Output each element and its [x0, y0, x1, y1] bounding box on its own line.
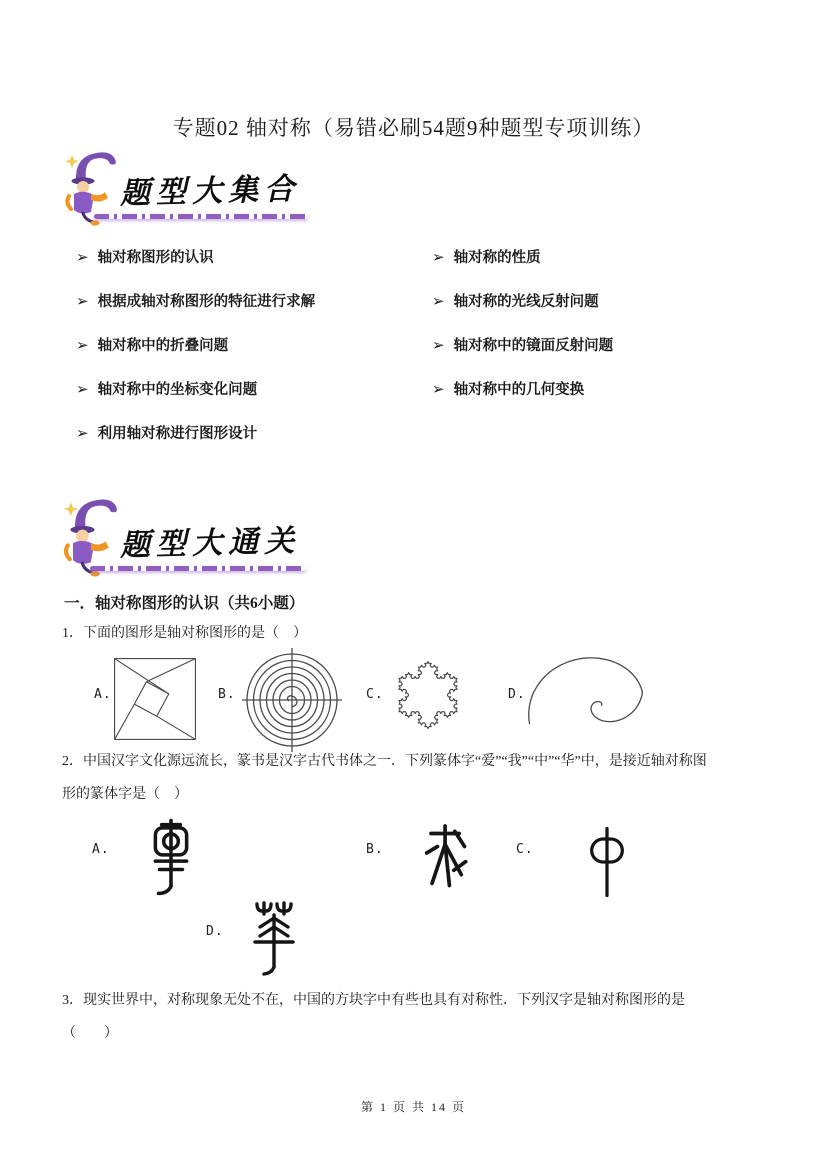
topic-item — [76, 246, 214, 267]
arrow-bullet-icon: ➢ — [76, 338, 89, 354]
banner-underline — [94, 214, 308, 219]
arrow-bullet-icon: ➢ — [432, 382, 445, 398]
q2-option-d-label: D. — [206, 924, 224, 939]
topic-item — [76, 334, 228, 355]
topic-label: 利用轴对称进行图形设计 — [97, 426, 258, 442]
topic-label: 轴对称图形的认识 — [97, 250, 214, 266]
page-title: 专题02 轴对称（易错必刷54题9种题型专项训练） — [172, 116, 655, 140]
topic-item — [432, 290, 599, 311]
banner-pass-title: 题型大通关 — [119, 524, 301, 563]
seal-script-zhong-glyph — [584, 814, 630, 915]
q2-option-a-label: A. — [92, 842, 110, 857]
banner-collection-title: 题型大集合 — [119, 172, 301, 211]
seal-script-hua-glyph — [250, 896, 298, 983]
banner-collection — [64, 148, 324, 228]
spiral-curve-figure — [526, 656, 646, 734]
question-2-text-line1: 2．中国汉字文化源远流长，篆书是汉字古代书体之一．下列篆体字“爱”“我”“中”“华”中，是接近轴对称图 — [62, 754, 707, 769]
q1-option-a-label: A. — [94, 687, 112, 702]
page-number: 第 1 页 共 14 页 — [360, 1100, 466, 1114]
seal-script-wo-glyph — [418, 812, 470, 912]
banner-pass — [62, 496, 322, 576]
koch-snowflake-figure — [384, 650, 472, 740]
topic-label: 轴对称的光线反射问题 — [453, 294, 599, 310]
tangram-square-figure — [112, 654, 198, 744]
topic-item — [432, 378, 584, 399]
arrow-bullet-icon: ➢ — [432, 294, 445, 310]
topic-item — [76, 422, 257, 443]
section-heading: 一．轴对称图形的认识（共6小题） — [64, 595, 305, 612]
arrow-bullet-icon: ➢ — [432, 250, 445, 266]
topic-label: 轴对称中的镜面反射问题 — [453, 338, 614, 354]
topic-item — [432, 334, 613, 355]
topic-label: 根据成轴对称图形的特征进行求解 — [97, 294, 316, 310]
arrow-bullet-icon: ➢ — [76, 294, 89, 310]
concentric-ellipse-spiral-figure — [242, 648, 342, 752]
arrow-bullet-icon: ➢ — [76, 426, 89, 442]
q1-option-b-label: B. — [218, 687, 236, 702]
question-1-text: 1．下面的图形是轴对称图形的是（ ） — [62, 626, 307, 641]
topic-label: 轴对称中的坐标变化问题 — [97, 382, 258, 398]
banner-underline — [90, 566, 306, 571]
topic-item — [76, 378, 257, 399]
topic-item — [432, 246, 541, 267]
arrow-bullet-icon: ➢ — [76, 382, 89, 398]
q2-option-c-label: C. — [516, 842, 534, 857]
question-2-text-line2: 形的篆体字是（ ） — [62, 787, 188, 802]
arrow-bullet-icon: ➢ — [76, 250, 89, 266]
arrow-bullet-icon: ➢ — [432, 338, 445, 354]
topic-label: 轴对称中的几何变换 — [453, 382, 585, 398]
question-3-text-line2: （ ） — [62, 1026, 118, 1041]
q1-option-d-label: D. — [508, 687, 526, 702]
question-3-text-line1: 3．现实世界中，对称现象无处不在，中国的方块字中有些也具有对称性．下列汉字是轴对称图形的是 — [62, 993, 685, 1008]
q1-option-c-label: C. — [366, 687, 384, 702]
topic-label: 轴对称的性质 — [453, 250, 541, 266]
q2-option-b-label: B. — [366, 842, 384, 857]
seal-script-ai-glyph — [146, 812, 196, 909]
topic-label: 轴对称中的折叠问题 — [97, 338, 229, 354]
topic-item — [76, 290, 315, 311]
